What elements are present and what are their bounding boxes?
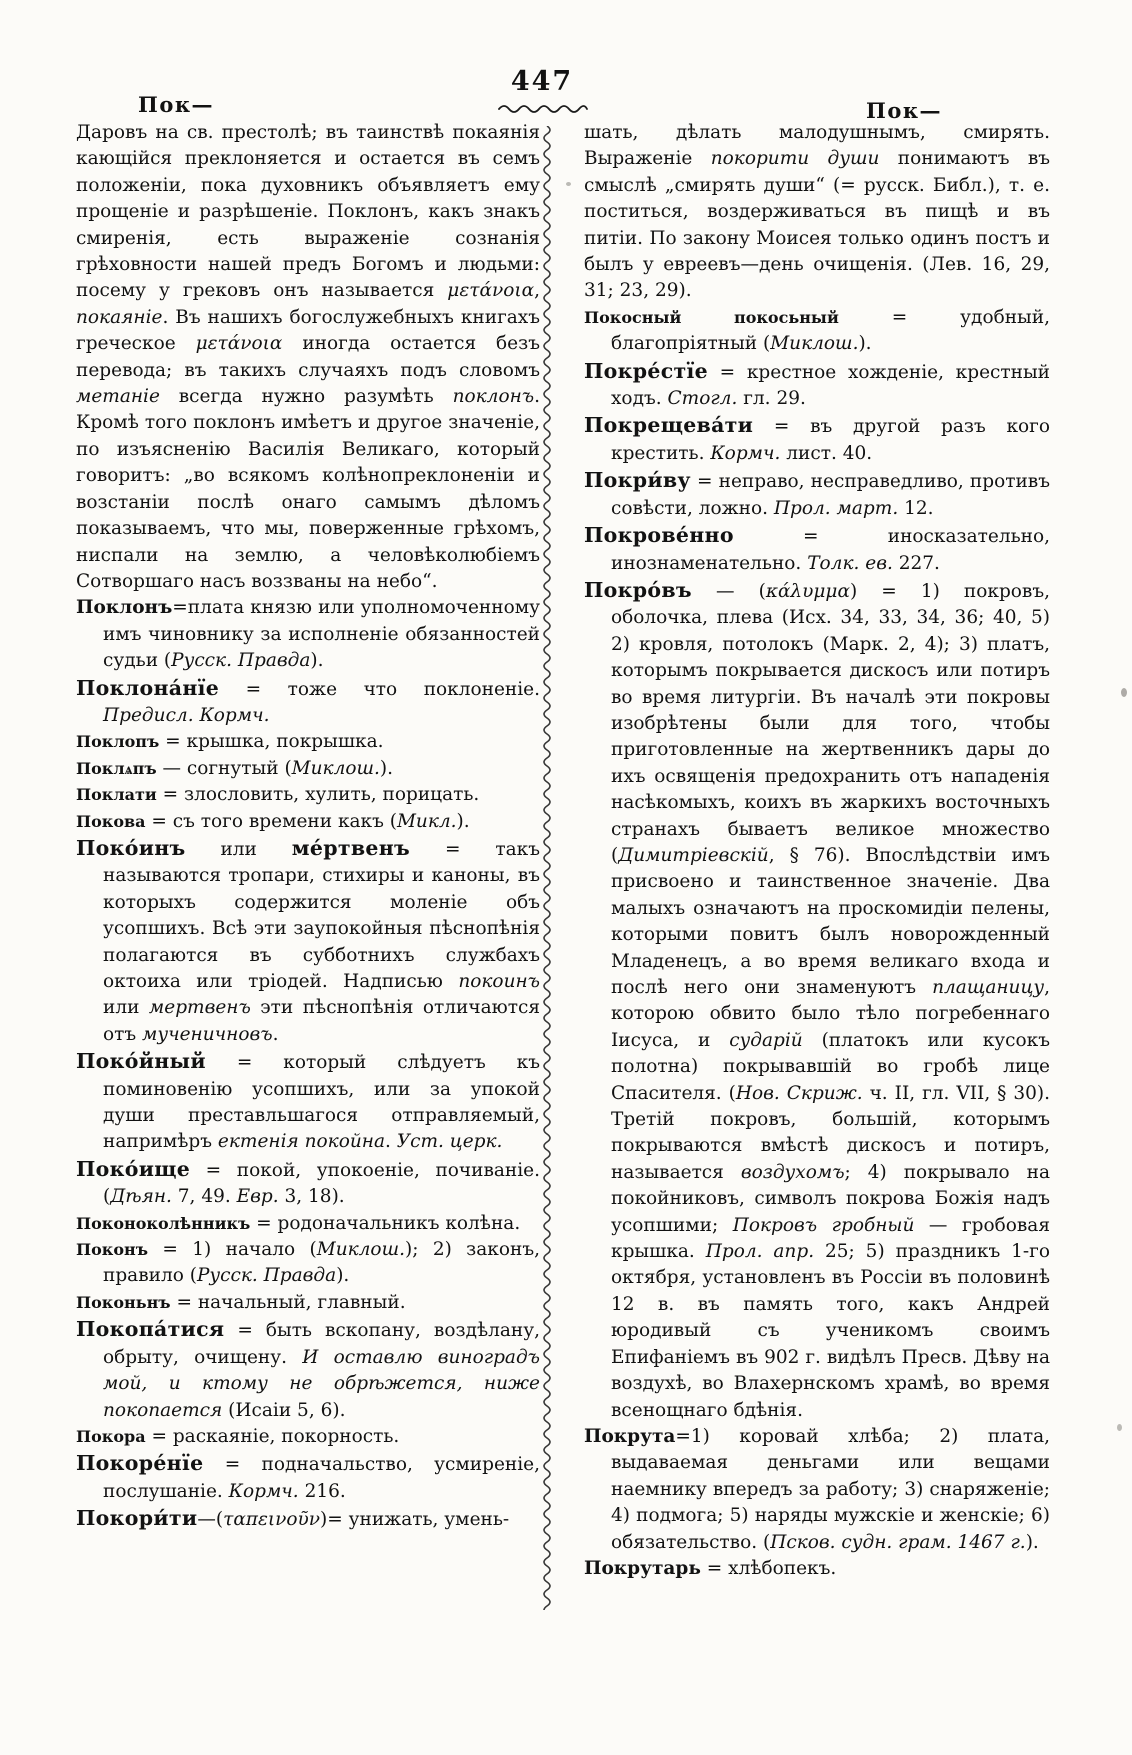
italic-reference: Покровъ гробный [732, 1214, 915, 1236]
body-text: 216. [298, 1480, 346, 1502]
body-text: = родоначальникъ колѣна. [250, 1212, 521, 1234]
italic-reference: ектенія покойна [217, 1131, 385, 1153]
body-text: . Въ нашихъ богослужебныхъ книгахъ греческое [76, 306, 540, 355]
body-text: ). [379, 757, 394, 779]
body-text: эти пѣснопѣнія отличаются отъ [103, 997, 540, 1045]
italic-reference: воздухомъ [740, 1161, 845, 1183]
dictionary-entry [76, 1156, 540, 1211]
headword: Покори́ти [76, 1506, 198, 1531]
dictionary-entry [76, 1316, 540, 1424]
body-text: 7, 49. [171, 1186, 237, 1208]
italic-reference: Псков. судн. грам. 1467 г. [770, 1531, 1026, 1553]
body-text: ; 4) покрывало на покойниковъ, символъ покрова Божія надъ усопшими; [611, 1161, 1051, 1236]
body-text: ) = 1) покровъ, оболочка, плева (Исх. 34, 33, 34, 36; 40, 5) 2) кровля, потолокъ (Марк. 2, 4); 3) платъ, которымъ покрывается дискосъ или потиръ во время литургіи. Въ началѣ эти покровы изобрѣтены были для того, чтобы приготовленные на жертвенникъ дары до ихъ освященія предохранить отъ нападенія насѣкомыхъ, коихъ въ жаркихъ восточныхъ странахъ бываетъ великое множество ( [611, 580, 1050, 866]
body-text: 227. [892, 552, 940, 574]
body-text: = крестное хожденіе, крестный ходъ. [611, 361, 1050, 410]
body-text: —( [197, 1509, 224, 1531]
italic-reference: покорити души [710, 148, 880, 170]
italic-reference: покаяніе [76, 306, 163, 328]
body-text: = хлѣбопекъ. [700, 1557, 837, 1579]
body-text: гл. 29. [737, 388, 806, 410]
italic-reference: сударій [729, 1029, 803, 1051]
headword: Покосный покосьный [584, 307, 839, 327]
body-text: . [385, 1131, 397, 1153]
body-text: , § 76). Впослѣдствіи имъ присвоено и таинственное значеніе. Два малыхъ означаютъ на проскомидіи пелены, которыми повитъ былъ новорожденный Младенецъ, а во время великаго входа и послѣ него они знаменуютъ [611, 844, 1050, 998]
body-text: = начальный, главный. [170, 1291, 406, 1313]
italic-reference: Димитріевскій [618, 844, 769, 866]
headword: Покова [76, 811, 146, 831]
headword: Поконоколѣнникъ [76, 1213, 251, 1233]
italic-reference: Кормч. [710, 442, 781, 464]
headword: Покрещева́ти [584, 413, 754, 438]
italic-reference: Микл. [396, 810, 457, 832]
body-text: = раскаяніе, покорность. [145, 1425, 400, 1447]
italic-reference: Русск. Правда [196, 1265, 337, 1287]
headword: Покрове́нно [584, 523, 734, 548]
italic-reference: Русск. Правда [171, 650, 311, 672]
body-text: — согнутый ( [156, 757, 292, 779]
body-text: лист. 40. [780, 442, 873, 464]
greek-text: κάλυμμα [765, 580, 850, 602]
page-number: 447 [510, 66, 574, 97]
headword: Покоре́нїе [76, 1451, 204, 1476]
dictionary-entry [76, 1450, 540, 1505]
dictionary-entry [76, 675, 540, 730]
greek-text: ταπεινοῦν [223, 1509, 321, 1531]
body-text: = который слѣдуетъ къ поминовенію усопшихъ, или за упокой души преставльшагося отправляемый, напримѣръ [103, 1052, 540, 1153]
body-text: = удобный, благопріятный ( [611, 306, 1050, 355]
body-text: или [103, 997, 149, 1019]
italic-reference: плащаницу [932, 977, 1045, 998]
body-text: понимаютъ въ смыслѣ „смирять души“ (= русск. Библ.), т. е. поститься, воздерживаться въ пищѣ и въ питіи. По закону Моисея только одинъ постъ и былъ у евреевъ—день очищенія. (Лев. 16, 29, 31; 23, 29). [584, 148, 1051, 302]
dictionary-entry [584, 305, 1050, 358]
headword: Поклати [76, 785, 157, 805]
scan-speck [1117, 1424, 1122, 1431]
italic-reference: Нов. Скриж. [735, 1082, 863, 1104]
body-text: = съ того времени какъ ( [145, 810, 397, 832]
body-text: 12. [898, 497, 934, 519]
italic-reference: Дѣян. [110, 1186, 172, 1208]
body-text: = такъ называются тропари, стихиры и каноны, въ которыхъ содержится моленіе объ усопшихъ. Всѣ эти заупокойныя пѣснопѣнія полагаются въ субботнихъ службахъ октоиха или тріодей. Надписью [103, 838, 540, 992]
italic-reference: Стогл. [667, 388, 738, 410]
body-text: ч. II, гл. VII, § 30). Третій покровъ, большій, которымъ покрываются вмѣстѣ дискосъ и потиръ, называется [611, 1082, 1051, 1183]
body-text: всегда нужно разумѣть [159, 386, 453, 408]
italic-reference: Прол. апр. [705, 1241, 815, 1263]
body-text: )= унижать, умень- [320, 1509, 510, 1531]
body-text: ). [858, 333, 872, 355]
dictionary-entry [76, 1505, 540, 1533]
italic-reference: Уст. церк. [396, 1131, 503, 1153]
headword: Покрутарь [584, 1557, 701, 1579]
dictionary-entry [76, 1237, 540, 1290]
italic-reference: мертвенъ [148, 997, 251, 1019]
body-text: 25; 5) праздникъ 1-го октября, установленъ въ Россіи въ половинѣ 12 в. въ память того, какъ Андрей юродивый съ ученикомъ своимъ Епифаніемъ въ 902 г. видѣлъ Пресв. Дѣву на воздухѣ, во Влахернскомъ храмѣ, во время всенощнаго бдѣнія. [611, 1241, 1051, 1421]
body-text: = неправо, несправедливо, противъ совѣсти, ложно. [611, 471, 1050, 519]
page-number-underline [497, 100, 589, 116]
body-text: = иносказательно, инознаменательно. [611, 526, 1050, 574]
body-text: ). [456, 810, 470, 832]
headword: Покопа́тися [76, 1317, 225, 1342]
italic-reference: покоинъ [458, 971, 540, 992]
italic-reference: Миклош. [770, 333, 859, 355]
headword: Поко́ище [76, 1156, 191, 1181]
headword: Поклонъ [76, 597, 173, 619]
headword: Поконьнъ [76, 1292, 171, 1312]
dictionary-entry [76, 1290, 540, 1316]
dictionary-entry [76, 1211, 540, 1237]
body-text: Даровъ на св. престолѣ; въ таинствѣ покаянія кающійся преклоняется и остается въ семъ положеніи, пока духовникъ объявляетъ ему прощеніе и разрѣшеніе. Поклонъ, какъ знакъ смиренія, есть выраженіе сознанія грѣховности нашей предъ Богомъ и людьми: посему у грековъ онъ называется [76, 122, 540, 302]
headword: Поклѧпъ [76, 758, 157, 778]
body-text: или [185, 838, 292, 860]
running-head-right: Пок— [866, 98, 943, 123]
headword: Поко́йный [76, 1049, 206, 1074]
body-text: = 1) начало ( [148, 1239, 317, 1261]
headword: Покрута [584, 1425, 676, 1447]
greek-text: μετάνοια [447, 280, 535, 302]
dictionary-entry [76, 1424, 540, 1450]
running-head-left: Пок— [138, 92, 215, 117]
dictionary-entry [584, 522, 1050, 577]
dictionary-entry [76, 756, 540, 782]
dictionary-entry [584, 412, 1050, 467]
italic-reference: Миклош. [291, 757, 380, 779]
dictionary-entry [584, 1424, 1050, 1556]
headword: Покора [76, 1426, 146, 1446]
left-column [76, 120, 540, 1534]
body-text: ). [310, 650, 324, 672]
dictionary-entry [76, 729, 540, 755]
dictionary-entry [76, 809, 540, 835]
body-text: ). [1025, 1531, 1039, 1553]
body-text: =1) коровай хлѣба; 2) плата, выдаваемая деньгами или вещами наемнику впередъ за работу; 3) снаряженіе; 4) подмога; 5) наряды мужскіе и женскіе; 6) обязательство. ( [611, 1425, 1050, 1553]
body-text: ); 2) законъ, правило ( [103, 1239, 540, 1287]
body-text: = подначальство, усмиреніе, послушаніе. [103, 1454, 540, 1502]
italic-reference: поклонъ [452, 386, 535, 408]
body-text: = злословить, хулить, порицать. [156, 784, 480, 806]
body-text: = крышка, покрышка. [159, 731, 384, 753]
scan-speck [1121, 688, 1127, 697]
body-text: — гробовая крышка. [611, 1214, 1051, 1263]
scan-speck [566, 182, 571, 186]
continuation-paragraph [76, 120, 540, 595]
italic-reference: Миклош. [316, 1239, 405, 1261]
headword: Поконъ [76, 1240, 148, 1260]
headword: Поклопъ [76, 732, 160, 752]
greek-text: μετάνοια [195, 333, 283, 355]
headword: Покро́въ [584, 577, 692, 602]
body-text: . Кромѣ того поклонъ имѣетъ и другое значеніе, по изъясненію Василія Великаго, который говоритъ: „во всякомъ колѣнопреклоненіи и возстаніи послѣ онаго самымъ дѣломъ показываемъ, что мы, поверженные грѣхомъ, ниспали на землю, а человѣколюбіемъ Сотворшаго насъ воззваны на небо“. [76, 386, 540, 592]
dictionary-entry [76, 595, 540, 674]
body-text: = быть вскопану, воздѣлану, обрыту, очищену. [103, 1320, 540, 1368]
headword: Поко́инъ [76, 835, 186, 860]
headword: Покре́стїе [584, 358, 708, 383]
dictionary-entry [76, 835, 540, 1048]
dictionary-entry [584, 358, 1050, 413]
dictionary-entry [76, 1048, 540, 1156]
italic-reference: Предисл. Кормч. [103, 704, 270, 726]
italic-reference: мученичновъ [142, 1023, 273, 1045]
dictionary-entry [584, 467, 1050, 522]
dictionary-entry [584, 577, 1050, 1424]
italic-reference: И оставлю виноградъ мой, и ктому не обрѣжется, ниже покопается [103, 1346, 540, 1421]
headword: Поклона́нїе [76, 675, 220, 700]
right-column [584, 120, 1050, 1582]
body-text: . [272, 1023, 279, 1045]
body-text: (Исаіи 5, 6). [222, 1399, 346, 1421]
body-text: , [534, 280, 540, 302]
headword: ме́ртвенъ [291, 835, 411, 860]
italic-reference: Прол. март. [773, 497, 899, 519]
headword: Покри́ву [584, 468, 691, 493]
italic-reference: Толк. ев. [807, 552, 893, 574]
column-divider-line [540, 126, 554, 1610]
body-text: 3, 18). [278, 1186, 345, 1208]
body-text: =плата князю или уполномоченному имъ чиновнику за исполненіе обязанностей судьи ( [103, 597, 540, 672]
dictionary-entry [584, 1556, 1050, 1582]
dictionary-entry [76, 782, 540, 808]
body-text: , которою обвито было тѣло погребеннаго Іисуса, и [611, 977, 1050, 1051]
body-text: = покой, упокоеніе, почиваніе. ( [103, 1159, 540, 1208]
italic-reference: Евр. [236, 1186, 279, 1208]
continuation-paragraph [584, 120, 1050, 305]
body-text: — ( [691, 580, 766, 602]
body-text: (платокъ или кусокъ полотна) покрывавшій во гробѣ лице Спасителя. ( [611, 1029, 1050, 1104]
body-text: ). [336, 1265, 350, 1287]
body-text: иногда остается безъ перевода; въ такихъ случаяхъ подъ словомъ [76, 333, 540, 381]
body-text: = въ другой разъ кого крестить. [611, 416, 1050, 464]
body-text: = тоже что поклоненіе. [219, 678, 540, 700]
body-text: шать, дѣлать малодушнымъ, смирять. Выраженіе [584, 122, 1050, 170]
italic-reference: метаніе [76, 386, 160, 408]
italic-reference: Кормч. [228, 1480, 299, 1502]
